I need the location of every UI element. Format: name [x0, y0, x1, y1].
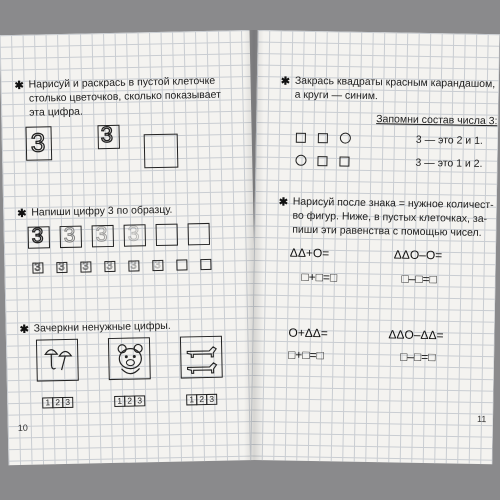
practice-cell-small[interactable] — [32, 262, 43, 273]
task2-text: Напиши цифру 3 по образцу. — [31, 203, 173, 219]
practice-cell-small[interactable] — [104, 261, 115, 272]
number-strip-2[interactable] — [114, 395, 144, 407]
expression-3-boxes[interactable]: □+□=□ — [287, 347, 324, 363]
circle-icon[interactable] — [295, 155, 306, 166]
strip-digit[interactable]: 3 — [62, 397, 73, 408]
expression-1-boxes[interactable]: □+□=□ — [301, 269, 338, 285]
remember-title: Запомни состав числа 3: — [376, 113, 498, 128]
umbrella-picture — [36, 339, 79, 382]
sample-digit-box — [25, 126, 52, 161]
rtask1-line2: а круги — синим. — [294, 88, 379, 103]
sample-digit: 3 — [30, 127, 46, 158]
number-strip-1[interactable] — [42, 397, 72, 409]
trace-digit: 3 — [63, 223, 76, 247]
rtask2-line2: во фигур. Ниже, в пустых клеточках, за- — [292, 209, 488, 226]
sample-digit-2: 3 — [100, 121, 114, 148]
star-icon: ✱ — [17, 207, 27, 220]
practice-cell-large[interactable] — [28, 226, 50, 248]
trace-digit: 3 — [58, 260, 65, 274]
practice-cell-large[interactable] — [92, 225, 114, 247]
task1-line1: Нарисуй и раскрась в пустой клеточке — [28, 74, 216, 91]
square-icon[interactable] — [296, 133, 306, 143]
strip-digit[interactable]: 3 — [206, 394, 217, 405]
workbook-spread — [4, 30, 496, 460]
empty-drawing-box[interactable] — [144, 134, 179, 169]
star-icon: ✱ — [14, 79, 24, 92]
dogs-picture — [180, 336, 223, 379]
strip-digit[interactable]: 1 — [114, 396, 125, 407]
trace-digit: 3 — [154, 258, 161, 272]
task3-text: Зачеркни ненужные цифры. — [33, 319, 171, 335]
practice-cell-large[interactable] — [156, 224, 178, 246]
book-gutter — [244, 30, 264, 460]
teddy-bear-icon — [109, 338, 152, 381]
square-icon[interactable] — [317, 156, 327, 166]
sample-digit-box-2 — [97, 121, 119, 149]
trace-digit: 3 — [127, 222, 140, 246]
expression-2-shapes: ΔΔO–O= — [393, 247, 443, 263]
rtask2-line3: пиши эти равенства с помощью чисел. — [292, 223, 482, 239]
expression-4-shapes: ΔΔO–ΔΔ= — [388, 327, 444, 343]
circle-icon[interactable] — [340, 132, 351, 143]
square-icon[interactable] — [339, 156, 349, 166]
practice-cell-small[interactable] — [200, 259, 211, 270]
rtask1-line1: Закрась квадраты красным карандашом, — [294, 74, 496, 91]
practice-cell-large[interactable] — [188, 223, 210, 245]
trace-digit: 3 — [106, 259, 113, 273]
trace-digit: 3 — [95, 223, 108, 247]
page-number-left: 10 — [17, 422, 28, 433]
practice-cell-large[interactable] — [60, 223, 82, 248]
bear-picture — [108, 337, 151, 380]
trace-digit: 3 — [82, 260, 89, 273]
strip-digit[interactable]: 1 — [42, 397, 53, 408]
task1-line2: столько цветочков, сколько показывает — [28, 88, 221, 105]
trace-digit: 3 — [34, 261, 41, 274]
expression-2-boxes[interactable]: □–□=□ — [401, 271, 437, 287]
page-number-right: 11 — [476, 413, 487, 425]
expression-4-boxes[interactable]: □–□=□ — [399, 349, 436, 365]
fact-2: 3 — это 1 и 2. — [415, 156, 483, 170]
expression-3-shapes: O+ΔΔ= — [288, 325, 328, 341]
star-icon: ✱ — [280, 75, 291, 88]
practice-cell-small[interactable] — [176, 259, 187, 270]
strip-digit[interactable]: 2 — [124, 396, 135, 407]
square-icon[interactable] — [318, 133, 328, 143]
expression-1-shapes: ΔΔ+O= — [289, 245, 330, 261]
strip-digit[interactable]: 2 — [196, 394, 207, 405]
task1-line3: эта цифра. — [29, 105, 83, 119]
trace-digit: 3 — [130, 259, 137, 272]
strip-digit[interactable]: 3 — [134, 395, 145, 406]
practice-cell-small[interactable] — [80, 261, 91, 272]
fact-1: 3 — это 2 и 1. — [415, 133, 484, 147]
practice-cell-small[interactable] — [152, 260, 163, 271]
dachshund-icon — [181, 337, 224, 380]
umbrella-icon — [37, 340, 80, 383]
star-icon: ✱ — [19, 323, 30, 336]
right-page — [250, 30, 499, 464]
practice-cell-small[interactable] — [128, 260, 139, 271]
rtask2-line1: Нарисуй после знака = нужное количест- — [292, 195, 494, 212]
strip-digit[interactable]: 2 — [52, 397, 63, 408]
trace-digit: 3 — [31, 224, 44, 248]
left-page — [0, 30, 259, 465]
practice-cell-small[interactable] — [56, 262, 67, 273]
practice-cell-large[interactable] — [124, 224, 146, 246]
number-strip-3[interactable] — [186, 394, 216, 406]
strip-digit[interactable]: 1 — [186, 394, 197, 405]
star-icon: ✱ — [278, 196, 289, 209]
